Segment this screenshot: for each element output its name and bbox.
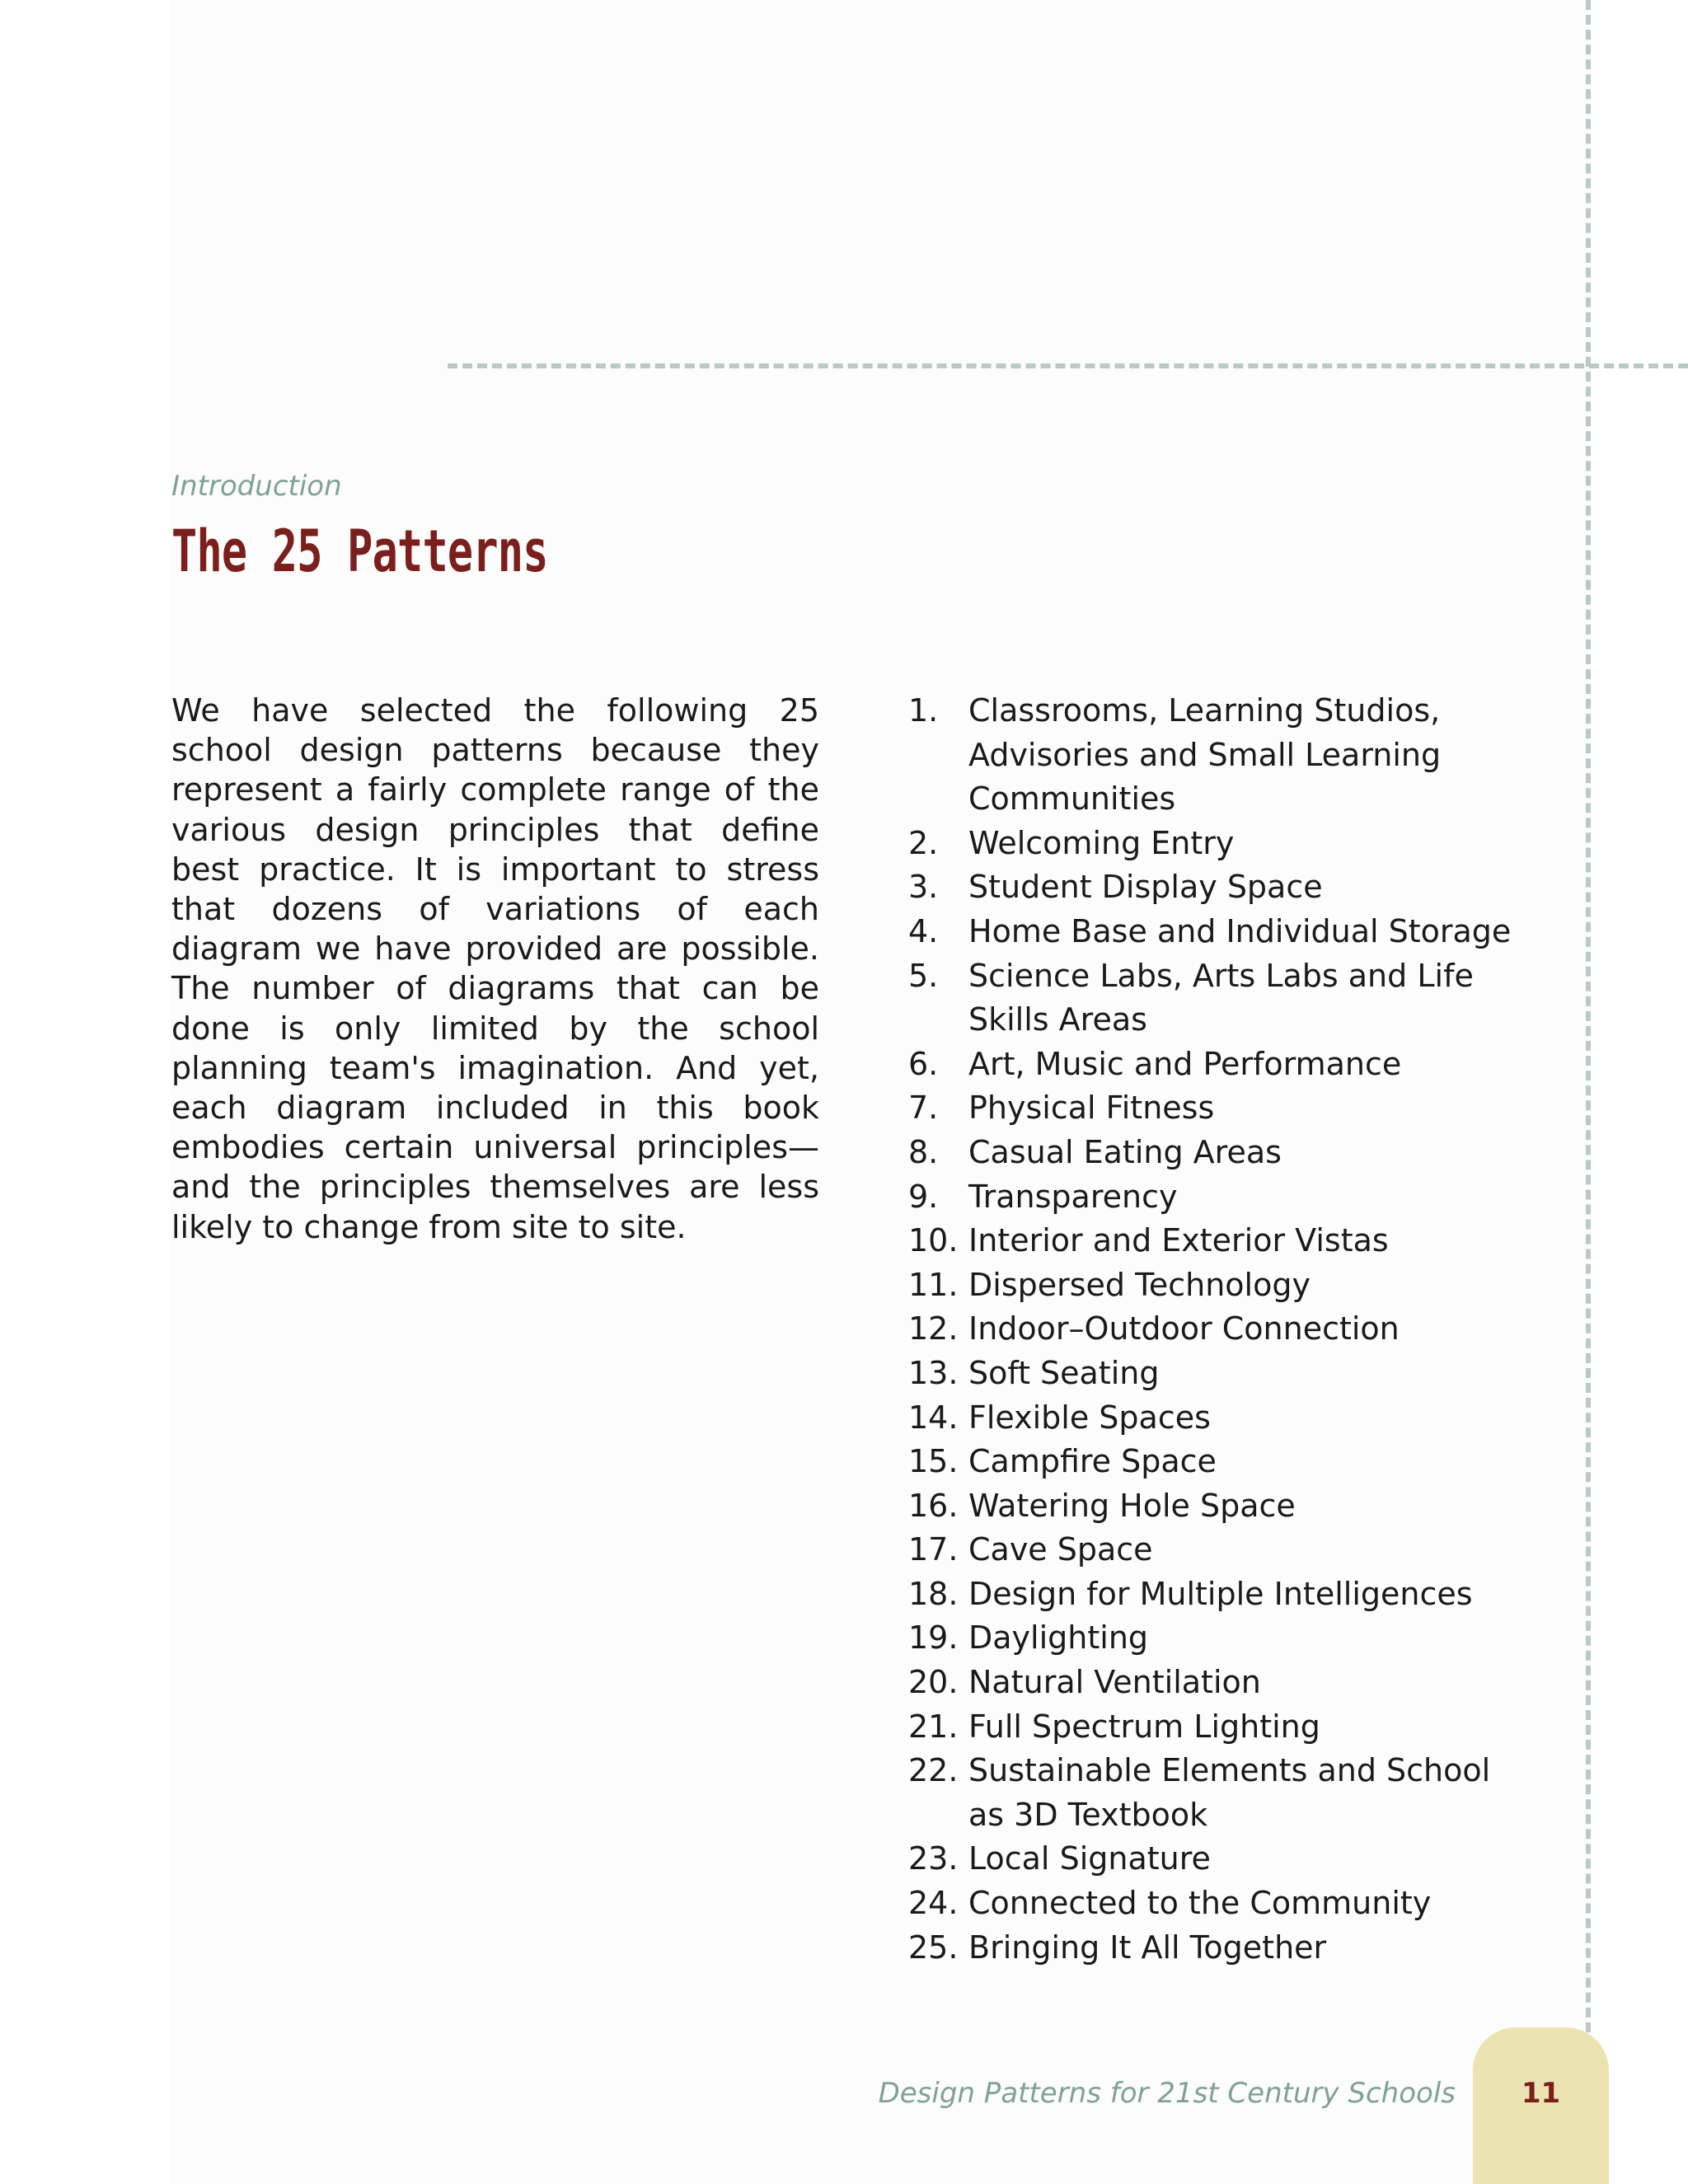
pattern-number: 2. — [908, 824, 939, 861]
pattern-label: Student Display Space — [968, 869, 1323, 906]
pattern-list-item — [908, 1661, 1535, 1705]
pattern-label: Cave Space — [968, 1531, 1153, 1568]
pattern-number: 20. — [908, 1664, 959, 1701]
pattern-list-item — [908, 954, 1535, 1043]
pattern-number: 16. — [908, 1487, 959, 1524]
pattern-label: Home Base and Individual Storage — [968, 912, 1512, 949]
pattern-list-item — [908, 1131, 1535, 1175]
pattern-number: 22. — [908, 1752, 959, 1789]
pattern-label: Welcoming Entry — [968, 824, 1235, 861]
pattern-label: Natural Ventilation — [968, 1664, 1261, 1701]
running-footer-title: Design Patterns for 21st Century Schools — [878, 2077, 1456, 2110]
pattern-list-item — [908, 1263, 1535, 1308]
pattern-label: Art, Music and Performance — [968, 1045, 1402, 1082]
pattern-number: 14. — [908, 1399, 959, 1436]
pattern-number: 7. — [908, 1090, 939, 1127]
pattern-list-item — [908, 1175, 1535, 1220]
pattern-number: 15. — [908, 1443, 959, 1480]
pattern-list-item — [908, 1484, 1535, 1529]
pattern-list-item — [908, 1572, 1535, 1617]
pattern-label: Watering Hole Space — [968, 1487, 1296, 1524]
vertical-dashed-rule — [1586, 0, 1591, 2077]
pattern-list-item — [908, 1219, 1535, 1263]
pattern-number: 11. — [908, 1266, 959, 1303]
horizontal-dashed-rule — [448, 363, 1688, 368]
pattern-list-item — [908, 1882, 1535, 1926]
pattern-number: 1. — [908, 692, 939, 729]
pattern-label: Daylighting — [968, 1619, 1149, 1657]
pattern-list-item — [908, 1837, 1535, 1882]
pattern-label: Indoor–Outdoor Connection — [968, 1310, 1400, 1347]
pattern-list-item — [908, 1705, 1535, 1750]
pattern-list-item — [908, 1396, 1535, 1441]
pattern-label: Campfire Space — [968, 1443, 1217, 1480]
pattern-number: 23. — [908, 1840, 959, 1877]
pattern-number: 9. — [908, 1178, 939, 1215]
page-title: The 25 Patterns — [171, 518, 548, 585]
pattern-number: 8. — [908, 1133, 939, 1170]
pattern-label: Casual Eating Areas — [968, 1133, 1282, 1170]
pattern-number: 10. — [908, 1222, 959, 1259]
pattern-list-item — [908, 865, 1535, 910]
pattern-number: 3. — [908, 869, 939, 906]
pattern-list-item — [908, 822, 1535, 866]
pattern-label: Bringing It All Together — [968, 1929, 1327, 1966]
intro-paragraph: We have selected the following 25 school design patterns because they represent a fairly complete range of the various design principles that define best practice. It is important to stress that dozens of variations of each diagram we have provided are possible. The number of diagrams that can be done is only limited by the school planning team's imagination. And yet, each diagram included in this book embodies certain universal principles—and the principles themselves are less likely to change from site to site. — [171, 692, 819, 1245]
pattern-label: Classrooms, Learning Studios, Advisories and Small Learning Communities — [968, 692, 1442, 818]
section-kicker: Introduction — [171, 470, 342, 503]
pattern-list-item — [908, 1528, 1535, 1572]
pattern-list-item — [908, 689, 1535, 822]
pattern-label: Flexible Spaces — [968, 1399, 1211, 1436]
pattern-label: Sustainable Elements and School as 3D Textbook — [968, 1752, 1491, 1833]
pattern-number: 12. — [908, 1310, 959, 1347]
pattern-number: 17. — [908, 1531, 959, 1568]
pattern-list-item — [908, 1043, 1535, 1087]
pattern-list-item — [908, 1749, 1535, 1837]
pattern-list-item — [908, 1440, 1535, 1484]
pattern-list-item — [908, 910, 1535, 954]
pattern-label: Interior and Exterior Vistas — [968, 1222, 1389, 1259]
pattern-number: 5. — [908, 957, 939, 994]
patterns-list — [908, 689, 1535, 1970]
pattern-list-item — [908, 1307, 1535, 1352]
pattern-number: 13. — [908, 1354, 959, 1391]
pattern-label: Dispersed Technology — [968, 1266, 1311, 1303]
pattern-label: Full Spectrum Lighting — [968, 1708, 1320, 1745]
pattern-number: 19. — [908, 1619, 959, 1657]
pattern-label: Connected to the Community — [968, 1885, 1432, 1922]
pattern-list-item — [908, 1616, 1535, 1661]
pattern-label: Design for Multiple Intelligences — [968, 1575, 1473, 1612]
pattern-list-item — [908, 1352, 1535, 1396]
pattern-list-item — [908, 1926, 1535, 1971]
pattern-label: Science Labs, Arts Labs and Life Skills Areas — [968, 957, 1474, 1038]
pattern-number: 4. — [908, 912, 939, 949]
pattern-number: 18. — [908, 1575, 959, 1612]
pattern-list-item — [908, 1086, 1535, 1131]
pattern-label: Transparency — [968, 1178, 1178, 1215]
page-number: 11 — [1521, 2077, 1561, 2110]
pattern-number: 24. — [908, 1885, 959, 1922]
pattern-number: 25. — [908, 1929, 959, 1966]
pattern-label: Local Signature — [968, 1840, 1211, 1877]
pattern-label: Physical Fitness — [968, 1090, 1215, 1127]
pattern-number: 21. — [908, 1708, 959, 1745]
pattern-number: 6. — [908, 1045, 939, 1082]
pattern-label: Soft Seating — [968, 1354, 1160, 1391]
